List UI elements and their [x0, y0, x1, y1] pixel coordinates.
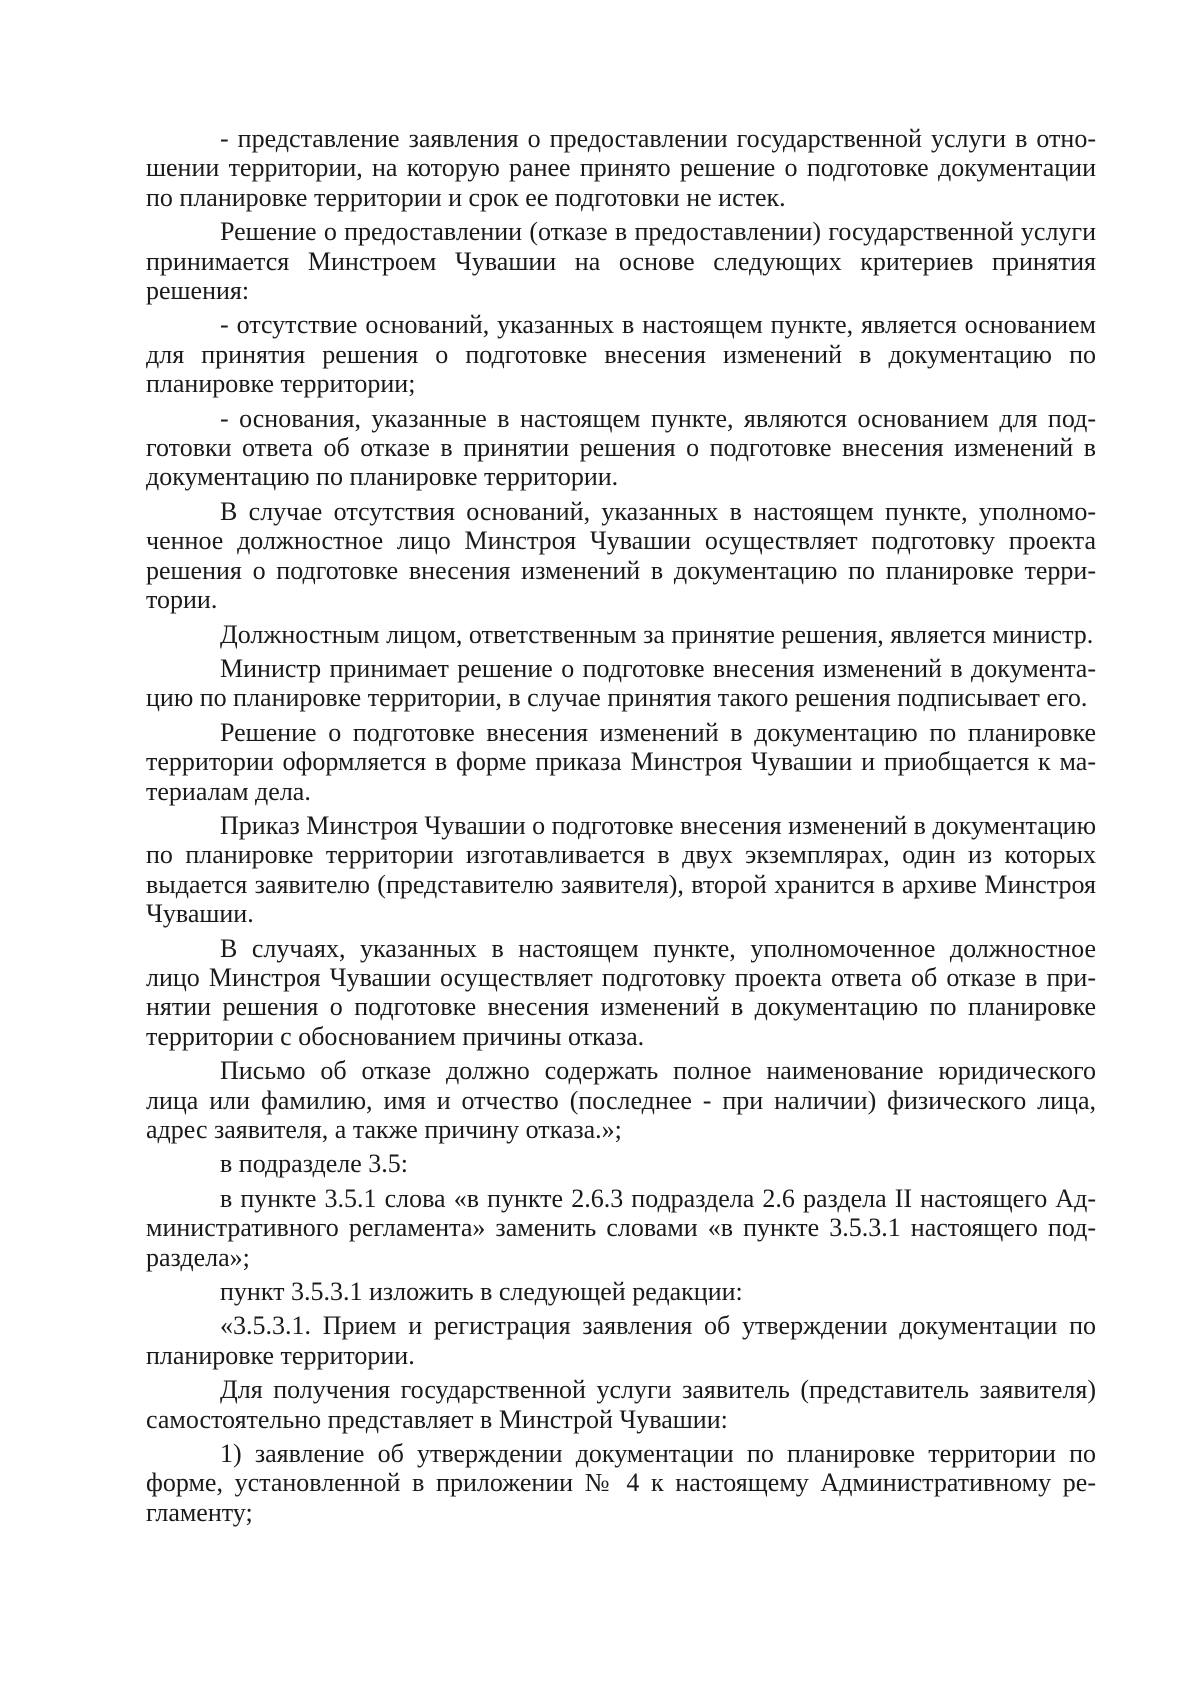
paragraph-5: В случае отсутствия оснований, указанных в настоящем пункте, уполномоченное должностное лицо Минстроя Чувашии осуществляет подготовку проекта решения о подготовке внесения изменений в документацию по планировке территории.	[146, 496, 1096, 615]
paragraph-4: - основания, указанные в настоящем пункте, являются основанием для подготовки ответа об отказе в принятии решения о подготовке внесения изменений в документацию по планировке территории.	[146, 403, 1096, 492]
paragraph-12: в подразделе 3.5:	[220, 1149, 409, 1179]
paragraph-15: «3.5.3.1. Прием и регистрация заявления об утверждении документации по планировке территории.	[146, 1311, 1096, 1370]
document-body	[146, 124, 1096, 1532]
paragraph-3: - отсутствие оснований, указанных в настоящем пункте, является основанием для принятия решения о подготовке внесения изменений в документацию по планировке территории;	[146, 310, 1096, 399]
paragraph-14: пункт 3.5.3.1 изложить в следующей редакции:	[220, 1277, 743, 1307]
paragraph-9: Приказ Минстроя Чувашии о подготовке внесения изменений в документацию по планировке территории изготавливается в двух экземплярах, один из которых выдается заявителю (представителю заявителя), второй хранится в архиве Минстроя Чувашии.	[146, 810, 1096, 929]
paragraph-10: В случаях, указанных в настоящем пункте, уполномоченное должностное лицо Минстроя Чувашии осуществляет подготовку проекта ответа об отказе в принятии решения о подготовке внесения изменений в документацию по планировке территории с обоснованием причины отказа.	[146, 933, 1096, 1051]
paragraph-8: Решение о подготовке внесения изменений в документацию по планировке территории оформляется в форме приказа Минстроя Чувашии и приобщается к материалам дела.	[146, 717, 1096, 806]
paragraph-13: в пункте 3.5.1 слова «в пункте 2.6.3 подраздела 2.6 раздела II настоящего Административного регламента» заменить словами «в пункте 3.5.3.1 настоящего подраздела»;	[146, 1183, 1096, 1272]
paragraph-16: Для получения государственной услуги заявитель (представитель заявителя) самостоятельно представляет в Минстрой Чувашии:	[146, 1375, 1096, 1434]
paragraph-17: 1) заявление об утверждении документации по планировке территории по форме, установленной в приложении № 4 к настоящему Административному регламенту;	[146, 1439, 1096, 1527]
paragraph-7: Министр принимает решение о подготовке внесения изменений в документацию по планировке территории, в случае принятия такого решения подписывает его.	[146, 653, 1096, 713]
paragraph-11: Письмо об отказе должно содержать полное наименование юридического лица или фамилию, имя и отчество (последнее - при наличии) физического лица, адрес заявителя, а также причину отказа.»;	[146, 1056, 1096, 1144]
paragraph-2: Решение о предоставлении (отказе в предоставлении) государственной услуги принимается Минстроем Чувашии на основе следующих критериев принятия решения:	[146, 217, 1096, 306]
paragraph-1: - представление заявления о предоставлении государственной услуги в отношении территории, на которую ранее принято решение о подготовке документации по планировке территории и срок ее подготовки не истек.	[146, 124, 1096, 212]
paragraph-6: Должностным лицом, ответственным за принятие решения, является министр.	[220, 619, 1094, 649]
